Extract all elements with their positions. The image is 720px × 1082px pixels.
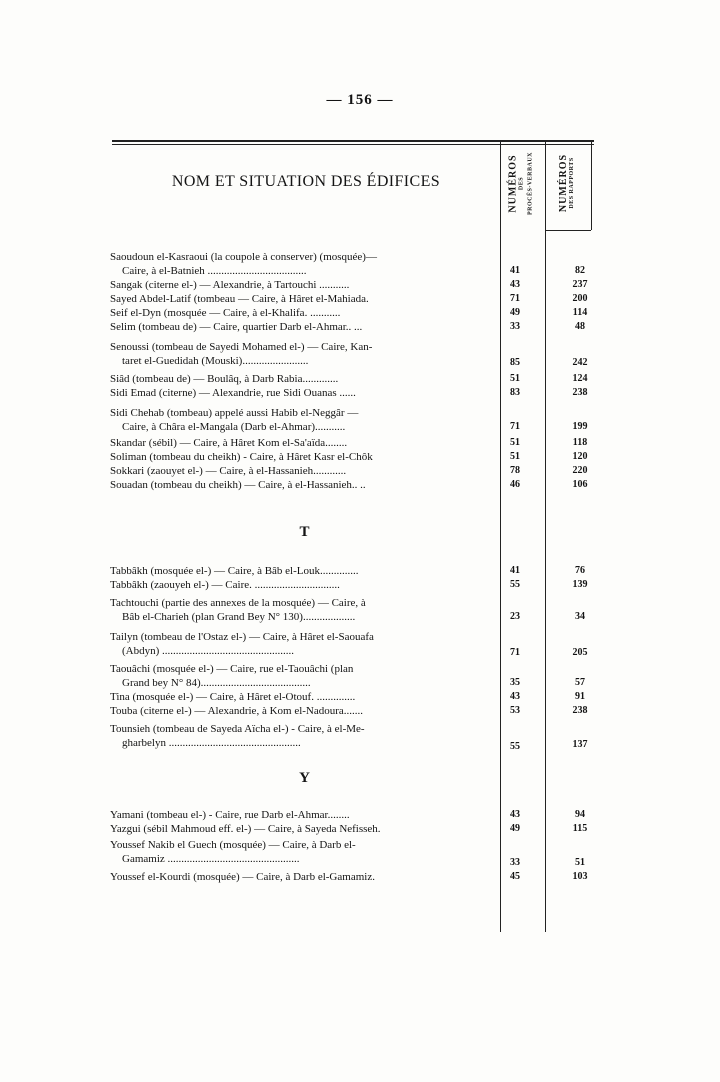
entry-text: taret el-Guedidah (Mouski)........................	[122, 355, 309, 367]
rapports-number: 199	[572, 421, 588, 432]
proces-number: 51	[510, 437, 520, 448]
proces-number: 71	[510, 293, 520, 304]
proces-number: 43	[510, 809, 520, 820]
proces-number: 55	[510, 741, 520, 752]
col-header-rapports-main: NUMÉROS	[558, 153, 569, 213]
rapports-number: 103	[572, 871, 588, 882]
rapports-number: 242	[572, 357, 588, 368]
rapports-number: 120	[572, 451, 588, 462]
entry-row	[0, 386, 720, 400]
rapports-number: 139	[572, 579, 588, 590]
proces-number: 49	[510, 823, 520, 834]
rapports-number: 51	[575, 857, 585, 868]
table-header-title: NOM ET SITUATION DES ÉDIFICES	[171, 173, 441, 190]
rapports-number: 118	[572, 437, 588, 448]
entry-text: Skandar (sébil) — Caire, à Hâret Kom el-Sa'aïda........	[110, 437, 348, 449]
rapports-number: 91	[575, 691, 585, 702]
rapports-number: 82	[575, 265, 585, 276]
entry-row	[0, 690, 720, 704]
rapports-number: 106	[572, 479, 588, 490]
rapports-number: 137	[572, 739, 588, 750]
proces-number: 51	[510, 373, 520, 384]
rapports-number: 124	[572, 373, 588, 384]
table-top-rule	[112, 140, 594, 142]
entry-text: Sangak (citerne el-) — Alexandrie, à Tartouchi ...........	[110, 279, 350, 291]
entry-text: Yamani (tombeau el-) - Caire, rue Darb el-Ahmar........	[110, 809, 350, 821]
rapports-number: 94	[575, 809, 585, 820]
entry-text: Sidi Emad (citerne) — Alexandrie, rue Sidi Ouanas ......	[110, 387, 356, 399]
proces-number: 71	[510, 421, 520, 432]
rapports-number: 238	[572, 705, 588, 716]
entry-row	[0, 292, 720, 306]
section-letter-y: Y	[299, 770, 311, 786]
column-divider-right	[591, 140, 592, 230]
entry-text: Saoudoun el-Kasraoui (la coupole à conserver) (mosquée)—	[110, 251, 377, 263]
entry-text: Senoussi (tombeau de Sayedi Mohamed el-) — Caire, Kan-	[110, 341, 373, 353]
proces-number: 71	[510, 647, 520, 658]
entry-text: Tachtouchi (partie des annexes de la mosquée) — Caire, à	[110, 597, 366, 609]
entry-text: Grand bey N° 84)........................................	[122, 677, 311, 689]
col-header-rapports	[559, 143, 577, 223]
entry-row-continued	[0, 420, 720, 434]
entry-row-continued	[0, 736, 720, 750]
entry-row	[0, 306, 720, 320]
entry-row	[0, 278, 720, 292]
entry-text: Youssef el-Kourdi (mosquée) — Caire, à Darb el-Gamamiz.	[110, 871, 375, 883]
entry-text: Tailyn (tombeau de l'Ostaz el-) — Caire, à Hâret el-Saouafa	[110, 631, 374, 643]
entry-row-continued	[0, 610, 720, 624]
entry-row-continued	[0, 264, 720, 278]
rapports-number: 34	[575, 611, 585, 622]
proces-number: 33	[510, 857, 520, 868]
rapports-number: 238	[572, 387, 588, 398]
entry-row	[0, 436, 720, 450]
proces-number: 49	[510, 307, 520, 318]
entry-text: Tabbâkh (zaouyeh el-) — Caire. ...............................	[110, 579, 340, 591]
proces-number: 53	[510, 705, 520, 716]
proces-number: 35	[510, 677, 520, 688]
section-letter-t: T	[299, 524, 311, 540]
rapports-number: 220	[572, 465, 588, 476]
rapports-number: 76	[575, 565, 585, 576]
entry-row	[0, 564, 720, 578]
entry-row	[0, 870, 720, 884]
rapports-number: 237	[572, 279, 588, 290]
entry-text: Youssef Nakib el Guech (mosquée) — Caire, à Darb el-	[110, 839, 356, 851]
entry-text: Gamamiz ................................................	[122, 853, 300, 865]
entry-text: Tabbâkh (mosquée el-) — Caire, à Bâb el-Louk..............	[110, 565, 359, 577]
entry-text: Sokkari (zaouyet el-) — Caire, à el-Hassanieh............	[110, 465, 347, 477]
col-header-rapports-sub: DES RAPPORTS	[569, 157, 575, 209]
entry-text: (Abdyn) ................................................	[122, 645, 295, 657]
col-header-proces-sub1: DES	[518, 176, 525, 191]
proces-number: 46	[510, 479, 520, 490]
entry-text: Touba (citerne el-) — Alexandrie, à Kom el-Nadoura.......	[110, 705, 364, 717]
col-header-proces-sub2: PROCÈS-VERBAUX	[527, 152, 534, 216]
entry-text: gharbelyn ................................................	[122, 737, 301, 749]
rapports-head-rule	[545, 230, 591, 231]
entry-text: Soliman (tombeau du cheikh) - Caire, à Hâret Kasr el-Chôk	[110, 451, 373, 463]
entry-row-continued	[0, 676, 720, 690]
entry-row	[0, 450, 720, 464]
entry-row-continued	[0, 852, 720, 866]
entry-text: Souadan (tombeau du cheikh) — Caire, à el-Hassanieh.. ..	[110, 479, 366, 491]
entry-row	[0, 808, 720, 822]
entry-text: Caire, à el-Batnieh ....................................	[122, 265, 307, 277]
entry-row	[0, 464, 720, 478]
proces-number: 55	[510, 579, 520, 590]
entry-row	[0, 704, 720, 718]
proces-number: 23	[510, 611, 520, 622]
col-header-proces	[509, 144, 536, 224]
entry-text: Seif el-Dyn (mosquée — Caire, à el-Khalifa. ...........	[110, 307, 341, 319]
entry-row-continued	[0, 644, 720, 658]
entry-text: Sayed Abdel-Latif (tombeau — Caire, à Hâret el-Mahiada.	[110, 293, 369, 305]
rapports-number: 48	[575, 321, 585, 332]
rapports-number: 115	[572, 823, 588, 834]
entry-text: Tina (mosquée el-) — Caire, à Hâret el-Otouf. ..............	[110, 691, 356, 703]
page-number: — 156 —	[326, 92, 394, 108]
entry-text: Selim (tombeau de) — Caire, quartier Darb el-Ahmar.. ...	[110, 321, 363, 333]
entry-text: Caire, à Châra el-Mangala (Darb el-Ahmar)...........	[122, 421, 346, 433]
entry-text: Sidi Chehab (tombeau) appelé aussi Habib el-Neggâr —	[110, 407, 359, 419]
entry-text: Taouâchi (mosquée el-) — Caire, rue el-Taouâchi (plan	[110, 663, 354, 675]
entry-row	[0, 372, 720, 386]
rapports-number: 57	[575, 677, 585, 688]
entry-row-continued	[0, 354, 720, 368]
rapports-number: 114	[572, 307, 588, 318]
entry-text: Siâd (tombeau de) — Boulâq, à Darb Rabia.............	[110, 373, 339, 385]
proces-number: 43	[510, 691, 520, 702]
entry-text: Yazgui (sébil Mahmoud eff. el-) — Caire, à Sayeda Nefisseh.	[110, 823, 381, 835]
proces-number: 83	[510, 387, 520, 398]
entry-row	[0, 822, 720, 836]
entry-text: Bâb el-Charieh (plan Grand Bey N° 130)...................	[122, 611, 356, 623]
proces-number: 51	[510, 451, 520, 462]
proces-number: 41	[510, 565, 520, 576]
proces-number: 45	[510, 871, 520, 882]
proces-number: 43	[510, 279, 520, 290]
col-header-proces-main: NUMÉROS	[507, 154, 519, 213]
proces-number: 33	[510, 321, 520, 332]
rapports-number: 205	[572, 647, 588, 658]
entry-row	[0, 578, 720, 592]
proces-number: 85	[510, 357, 520, 368]
entry-row	[0, 320, 720, 334]
proces-number: 78	[510, 465, 520, 476]
rapports-number: 200	[572, 293, 588, 304]
entry-row	[0, 478, 720, 492]
entry-text: Tounsieh (tombeau de Sayeda Aïcha el-) - Caire, à el-Me-	[110, 723, 365, 735]
proces-number: 41	[510, 265, 520, 276]
